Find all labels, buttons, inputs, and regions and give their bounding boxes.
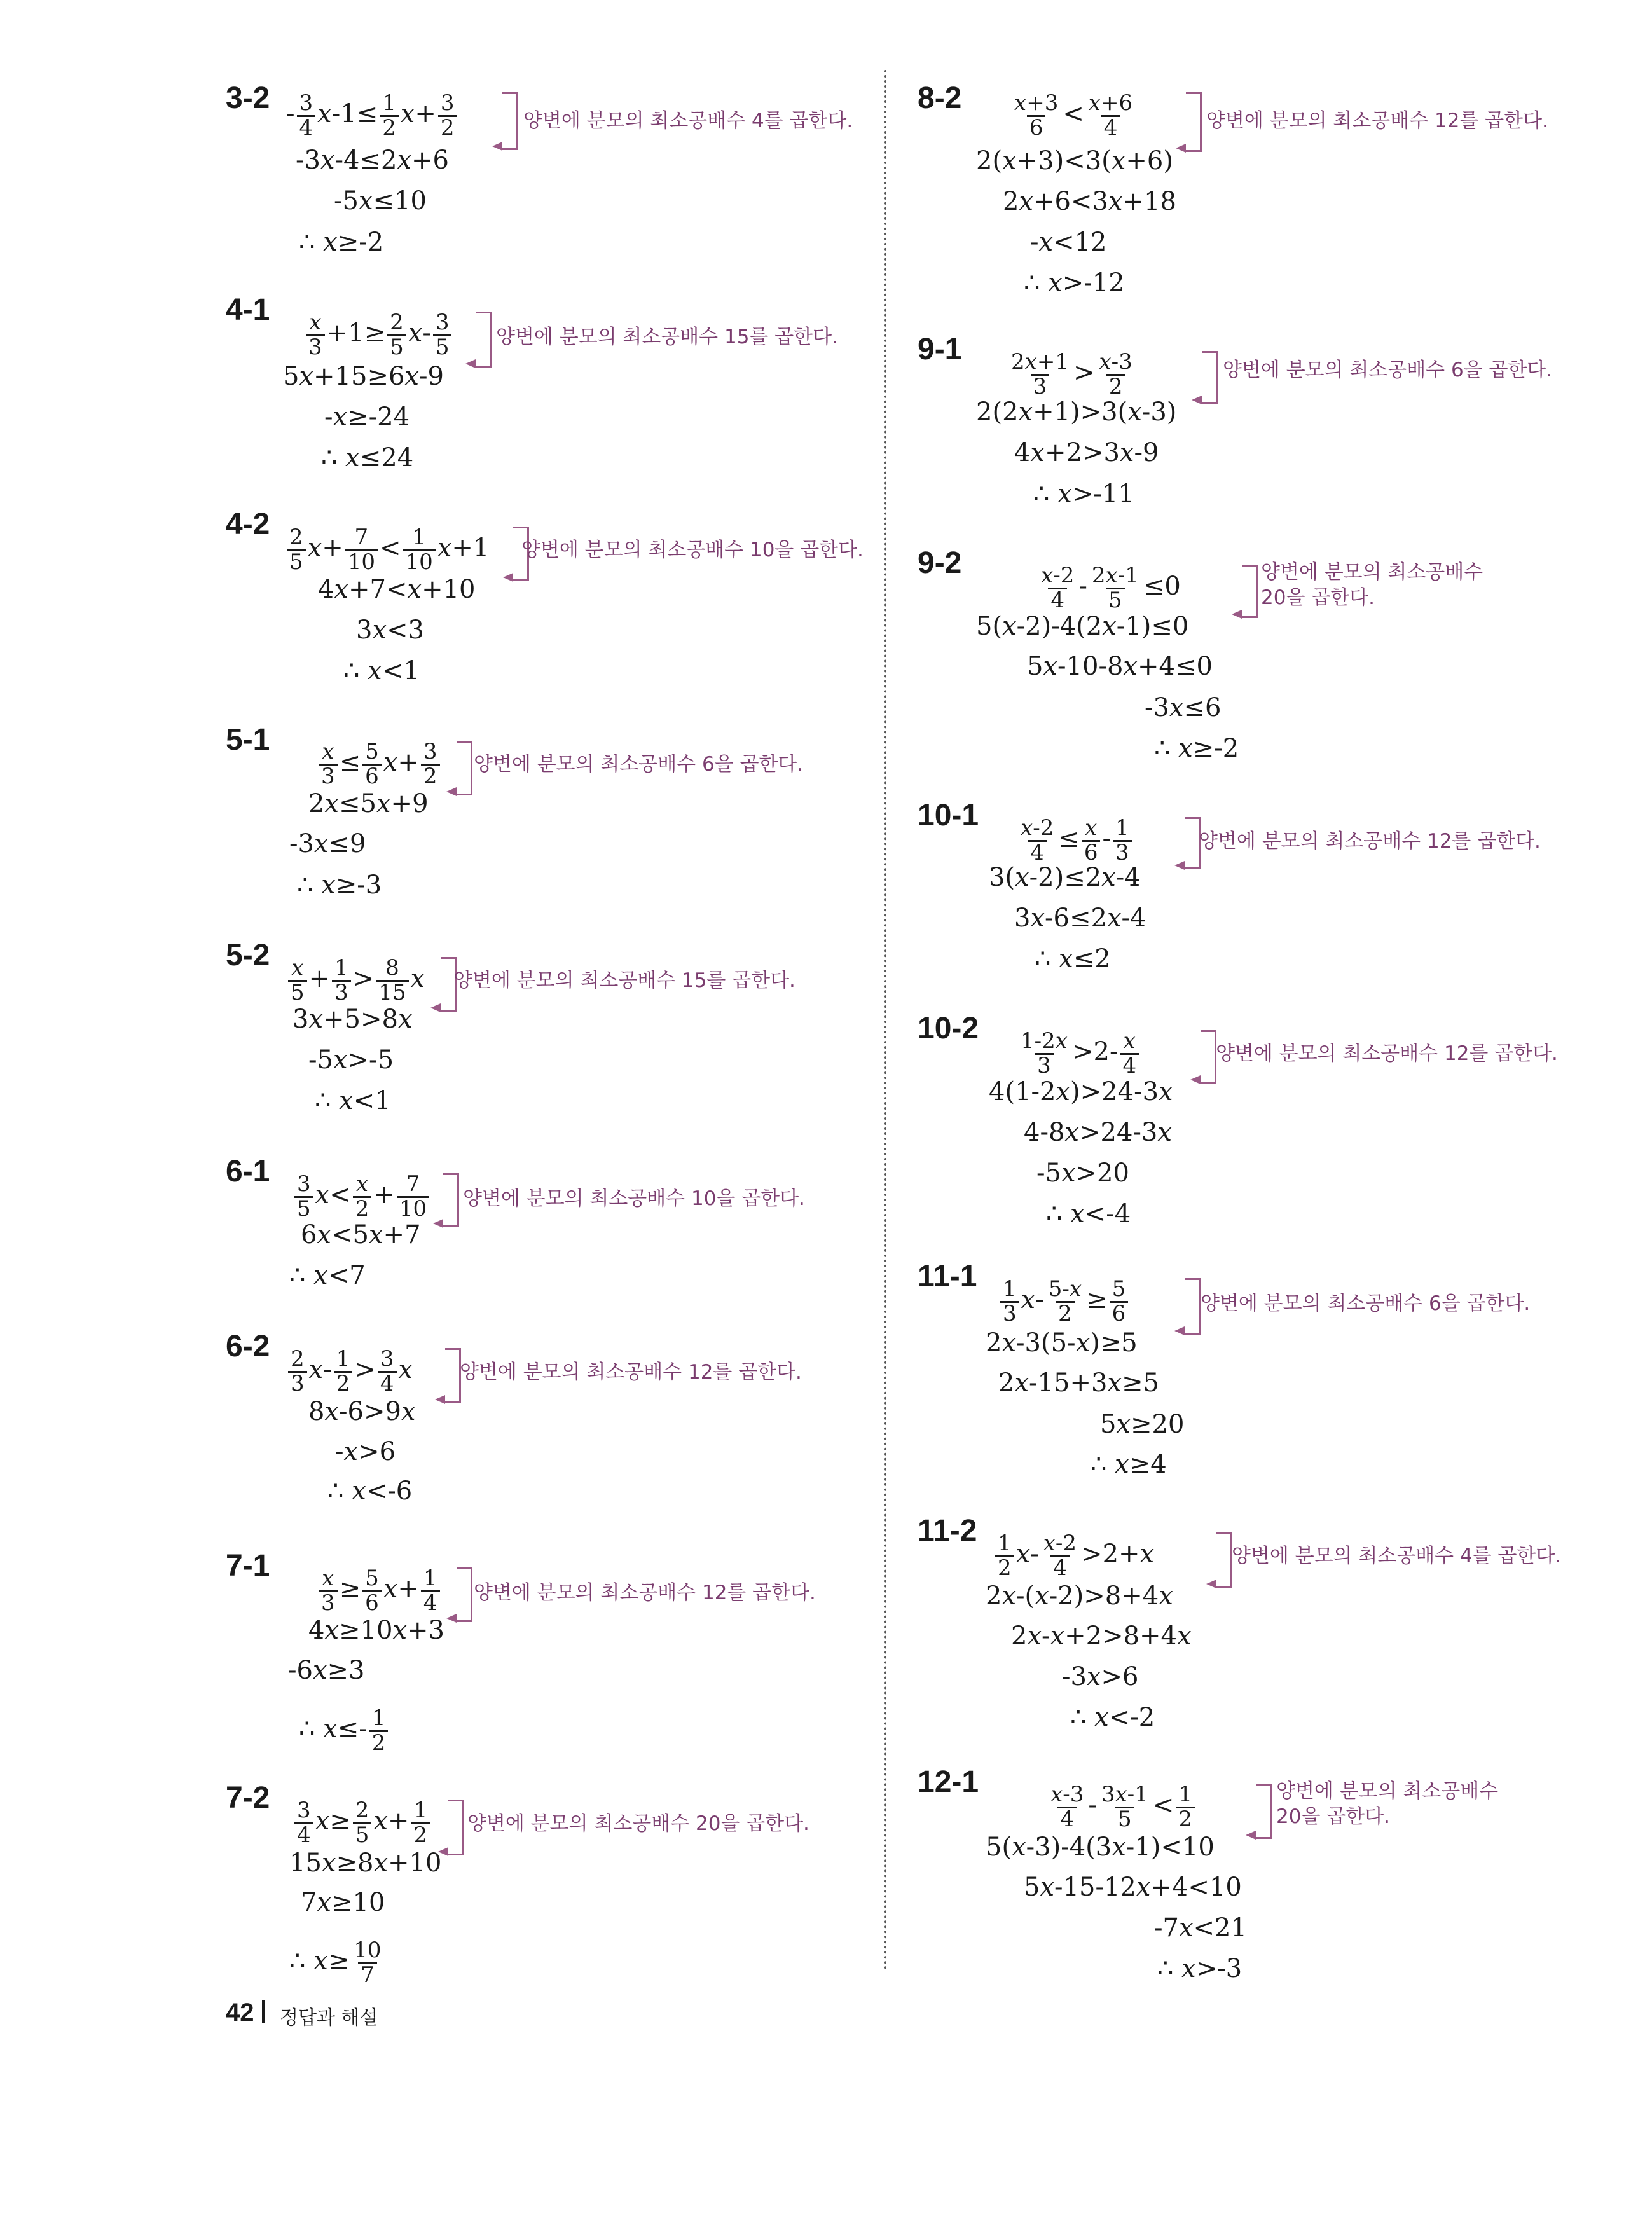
- step-bracket: [502, 92, 518, 150]
- fraction: $\frac{x+6}{4}$: [1088, 90, 1133, 141]
- problem-label: 9-1: [918, 333, 962, 366]
- solution-step: 2x-3(5-x)≥5: [986, 1328, 1138, 1358]
- annotation-note: 양변에 분모의 최소공배수 20을 곱한다.: [467, 1812, 809, 1835]
- arrow-left-icon: [435, 1395, 445, 1404]
- step-bracket: [445, 1348, 461, 1403]
- solution-answer: ∴ x<-2: [1070, 1703, 1155, 1732]
- annotation-note: 양변에 분모의 최소공배수 4를 곱한다.: [523, 109, 853, 132]
- problem-label: 6-2: [226, 1330, 270, 1363]
- solution-step: $\frac{x-3}{4}$ - $\frac{3x-1}{5}$ < $\frac{1}{2}$: [1046, 1784, 1197, 1831]
- arrow-left-icon: [1246, 1831, 1256, 1840]
- fraction: $\frac{3x-1}{5}$: [1101, 1782, 1148, 1832]
- step-bracket: [1186, 92, 1202, 152]
- solution-answer: ∴ x≥ $\frac{10}{7}$: [289, 1939, 386, 1986]
- arrow-left-icon: [430, 1003, 441, 1012]
- solution-step: 3x+5>8x: [293, 1005, 413, 1034]
- annotation-note: 양변에 분모의 최소공배수 20을 곱한다.: [1261, 561, 1483, 610]
- step-bracket: [457, 741, 472, 795]
- solution-step: $\frac{x-2}{4}$ ≤ $\frac{x}{6}$ - $\frac{1}{3}$: [1016, 817, 1134, 864]
- problem-label: 6-1: [226, 1155, 270, 1188]
- solution-step: $\frac{2x+1}{3}$ > $\frac{x-3}{2}$: [1007, 351, 1137, 398]
- problem-label: 11-2: [918, 1514, 977, 1548]
- solution-answer: ∴ x<-6: [327, 1476, 413, 1506]
- solution-step: 5(x-3)-4(3x-1)<10: [986, 1833, 1215, 1862]
- arrow-left-icon: [1232, 610, 1242, 619]
- step-bracket: [1216, 1532, 1232, 1588]
- step-bracket: [443, 1173, 459, 1227]
- solution-step: 4x+2>3x-9: [1014, 438, 1159, 467]
- fraction: $\frac{7}{10}$: [397, 1173, 429, 1220]
- arrow-left-icon: [438, 1847, 448, 1856]
- solution-step: 3(x-2)≤2x-4: [989, 863, 1141, 892]
- arrow-left-icon: [446, 787, 457, 796]
- fraction: $\frac{x-2}{4}$: [1043, 1531, 1077, 1581]
- solution-answer: ∴ x≤2: [1035, 944, 1111, 974]
- fraction: $\frac{x}{4}$: [1120, 1030, 1139, 1077]
- solution-step: -x>6: [335, 1437, 396, 1466]
- annotation-note: 양변에 분모의 최소공배수 10을 곱한다.: [463, 1187, 805, 1210]
- arrow-left-icon: [1174, 861, 1185, 870]
- problem-label: 11-1: [918, 1260, 977, 1293]
- problem-label: 5-2: [226, 939, 270, 972]
- solution-step: 5x-10-8x+4≤0: [1027, 652, 1213, 681]
- fraction: $\frac{2x-1}{5}$: [1091, 563, 1139, 613]
- solution-answer: ∴ x<1: [315, 1086, 391, 1115]
- solution-step: 4x+7<x+10: [318, 575, 476, 604]
- solution-step: 4x≥10x+3: [308, 1616, 444, 1645]
- arrow-left-icon: [1174, 1326, 1185, 1335]
- solution-answer: ∴ x<1: [343, 656, 420, 685]
- solution-answer: ∴ x≥-3: [297, 871, 382, 900]
- fraction: $\frac{3}{2}$: [438, 92, 457, 139]
- solution-answer: ∴ x≤24: [321, 443, 414, 472]
- fraction: $\frac{1}{2}$: [1176, 1784, 1195, 1831]
- solution-step: 4(1-2x)>24-3x: [989, 1077, 1173, 1106]
- solution-step: $\frac{3}{5}$ x< $\frac{x}{2}$ + $\frac{7}{10}$: [293, 1173, 431, 1220]
- solution-step: 8x-6>9x: [308, 1397, 416, 1426]
- fraction: $\frac{10}{7}$: [354, 1937, 382, 1988]
- annotation-note: 양변에 분모의 최소공배수 10을 곱한다.: [521, 539, 864, 561]
- solution-step: 2(x+3)<3(x+6): [976, 146, 1173, 176]
- solution-answer: ∴ x>-3: [1157, 1954, 1242, 1983]
- solution-step: -3x≤6: [1145, 693, 1222, 722]
- fraction: $\frac{3}{4}$: [294, 1800, 313, 1847]
- arrow-left-icon: [1176, 144, 1186, 153]
- fraction: $\frac{3}{5}$: [294, 1173, 313, 1220]
- annotation-note: 양변에 분모의 최소공배수 15를 곱한다.: [453, 969, 795, 992]
- fraction: $\frac{1}{3}$: [1113, 817, 1132, 864]
- fraction: $\frac{x-3}{4}$: [1050, 1782, 1084, 1832]
- solution-step: 4-8x>24-3x: [1024, 1118, 1172, 1147]
- annotation-note: 양변에 분모의 최소공배수 4를 곱한다.: [1232, 1545, 1562, 1567]
- solution-step: $\frac{x}{5}$ + $\frac{1}{3}$ > $\frac{8}{15}$ x: [286, 957, 425, 1004]
- solution-answer: ∴ x≥-2: [299, 228, 384, 257]
- step-bracket: [448, 1800, 464, 1855]
- annotation-note: 양변에 분모의 최소공배수 20을 곱한다.: [1276, 1780, 1499, 1829]
- fraction: $\frac{x+3}{6}$: [1014, 90, 1059, 141]
- page-section-title: 정답과 해설: [280, 2007, 378, 2029]
- solution-step: 2(2x+1)>3(x-3): [976, 397, 1177, 427]
- fraction: $\frac{1}{3}$: [1000, 1278, 1019, 1325]
- annotation-note: 양변에 분모의 최소공배수 15를 곱한다.: [496, 326, 838, 348]
- solution-step: -5x>-5: [308, 1045, 394, 1075]
- fraction: $\frac{2x+1}{3}$: [1011, 349, 1069, 399]
- solution-step: $\frac{1-2x}{3}$ >2- $\frac{x}{4}$: [1016, 1030, 1141, 1077]
- solution-step: 7x≥10: [301, 1888, 385, 1917]
- footer-separator: [262, 2000, 265, 2023]
- fraction: $\frac{1}{10}$: [403, 527, 436, 574]
- solution-answer: ∴ x≥4: [1091, 1450, 1167, 1479]
- annotation-note: 양변에 분모의 최소공배수 12를 곱한다.: [1216, 1042, 1558, 1065]
- solution-step: $\frac{x}{3}$ +1≥ $\frac{2}{5}$ x- $\frac{3}{5}$: [304, 312, 453, 359]
- fraction: $\frac{x}{5}$: [288, 957, 307, 1004]
- annotation-note: 양변에 분모의 최소공배수 6을 곱한다.: [474, 753, 804, 776]
- fraction: $\frac{1}{2}$: [995, 1532, 1014, 1580]
- fraction: $\frac{x}{3}$: [319, 1567, 338, 1614]
- fraction: $\frac{5}{6}$: [362, 741, 382, 788]
- fraction: $\frac{2}{5}$: [353, 1800, 372, 1847]
- problem-label: 10-1: [918, 799, 979, 832]
- solution-step: -3x>6: [1062, 1662, 1139, 1691]
- problem-label: 7-2: [226, 1781, 270, 1815]
- solution-step: -5x≤10: [334, 186, 427, 216]
- fraction: $\frac{2}{5}$: [387, 312, 406, 359]
- solution-step: $\frac{3}{4}$ x≥ $\frac{2}{5}$ x+ $\frac{1}{2}$: [293, 1800, 432, 1847]
- problem-label: 3-2: [226, 81, 270, 115]
- annotation-note: 양변에 분모의 최소공배수 6을 곱한다.: [1223, 359, 1553, 382]
- column-divider: [884, 70, 886, 1971]
- solution-step: - $\frac{3}{4}$ x-1≤ $\frac{1}{2}$ x+ $\frac{3}{2}$: [286, 92, 459, 139]
- fraction: $\frac{5}{6}$: [362, 1567, 382, 1614]
- fraction: $\frac{7}{10}$: [345, 527, 378, 574]
- page-number: 42: [226, 1999, 254, 2027]
- fraction: $\frac{x-3}{2}$: [1099, 349, 1132, 399]
- solution-step: 5x≥20: [1100, 1410, 1185, 1439]
- fraction: $\frac{2}{3}$: [288, 1348, 307, 1395]
- solution-step: 2x-(x-2)>8+4x: [986, 1581, 1173, 1611]
- problem-label: 9-2: [918, 546, 962, 580]
- annotation-note: 양변에 분모의 최소공배수 12를 곱한다.: [474, 1581, 816, 1604]
- solution-answer: ∴ x>-12: [1024, 268, 1125, 298]
- solution-step: $\frac{x+3}{6}$ < $\frac{x+6}{4}$: [1010, 92, 1137, 139]
- arrow-left-icon: [465, 359, 476, 368]
- fraction: $\frac{x}{2}$: [353, 1173, 372, 1220]
- solution-step: 2x-15+3x≥5: [998, 1368, 1159, 1398]
- fraction: $\frac{1}{2}$: [334, 1348, 353, 1395]
- fraction: $\frac{x}{3}$: [319, 741, 338, 788]
- problem-label: 12-1: [918, 1765, 979, 1799]
- annotation-note: 양변에 분모의 최소공배수 12를 곱한다.: [460, 1361, 802, 1384]
- annotation-note: 양변에 분모의 최소공배수 6을 곱한다.: [1201, 1292, 1531, 1315]
- problem-label: 5-1: [226, 723, 270, 757]
- solution-step: 3x-6≤2x-4: [1014, 904, 1146, 933]
- arrow-left-icon: [433, 1219, 443, 1228]
- fraction: $\frac{1-2x}{3}$: [1021, 1028, 1068, 1078]
- arrow-left-icon: [446, 1614, 457, 1623]
- arrow-left-icon: [1192, 396, 1202, 404]
- solution-step: 5(x-2)-4(2x-1)≤0: [976, 612, 1189, 641]
- solution-answer: ∴ x≥-2: [1154, 734, 1239, 763]
- problem-label: 8-2: [918, 81, 962, 115]
- fraction: $\frac{x}{3}$: [306, 312, 325, 359]
- problem-label: 4-1: [226, 293, 270, 327]
- arrow-left-icon: [1190, 1075, 1201, 1084]
- solution-step: -3x≤9: [289, 829, 366, 858]
- fraction: $\frac{8}{15}$: [376, 957, 408, 1004]
- annotation-note: 양변에 분모의 최소공배수 12를 곱한다.: [1199, 830, 1541, 853]
- step-bracket: [1185, 1278, 1201, 1335]
- solution-answer: ∴ x≤- $\frac{1}{2}$: [299, 1707, 390, 1754]
- step-bracket: [1202, 351, 1218, 404]
- fraction: $\frac{x-2}{4}$: [1021, 815, 1054, 865]
- arrow-left-icon: [503, 573, 513, 582]
- fraction: $\frac{3}{5}$: [433, 312, 452, 359]
- fraction: $\frac{3}{4}$: [297, 92, 316, 139]
- step-bracket: [1242, 565, 1258, 618]
- solution-step: -6x≥3: [288, 1656, 365, 1685]
- solution-step: -5x>20: [1036, 1159, 1129, 1188]
- solution-step: $\frac{x}{3}$ ≤ $\frac{5}{6}$ x+ $\frac{3}{2}$: [317, 741, 442, 788]
- arrow-left-icon: [492, 142, 502, 151]
- fraction: $\frac{1}{2}$: [369, 1707, 389, 1754]
- solution-step: 2x-x+2>8+4x: [1011, 1621, 1192, 1651]
- step-bracket: [457, 1567, 472, 1622]
- solution-step: 6x<5x+7: [301, 1220, 421, 1249]
- solution-answer: ∴ x<7: [289, 1261, 366, 1290]
- fraction: $\frac{3}{2}$: [421, 741, 440, 788]
- fraction: $\frac{1}{4}$: [421, 1567, 440, 1614]
- solution-step: $\frac{1}{3}$ x- $\frac{5-x}{2}$ ≥ $\frac{5}{6}$: [998, 1278, 1130, 1325]
- fraction: $\frac{2}{5}$: [287, 527, 306, 574]
- solution-answer: ∴ x<-4: [1046, 1199, 1131, 1229]
- fraction: $\frac{x-2}{4}$: [1041, 563, 1075, 613]
- solution-step: 5x-15-12x+4<10: [1024, 1873, 1242, 1902]
- step-bracket: [476, 312, 492, 368]
- solution-step: 2x≤5x+9: [308, 789, 429, 818]
- fraction: $\frac{5}{6}$: [1110, 1278, 1129, 1325]
- annotation-note: 양변에 분모의 최소공배수 12를 곱한다.: [1206, 109, 1548, 132]
- fraction: $\frac{3}{4}$: [378, 1348, 397, 1395]
- fraction: $\frac{1}{2}$: [411, 1800, 430, 1847]
- solution-step: $\frac{2}{3}$ x- $\frac{1}{2}$ > $\frac{3}{4}$ x: [286, 1348, 413, 1395]
- solution-step: -7x<21: [1154, 1913, 1247, 1943]
- solution-step: $\frac{x}{3}$ ≥ $\frac{5}{6}$ x+ $\frac{1}{4}$: [317, 1567, 442, 1614]
- problem-label: 7-1: [226, 1549, 270, 1583]
- fraction: $\frac{5-x}{2}$: [1048, 1276, 1082, 1326]
- problem-label: 10-2: [918, 1012, 979, 1045]
- arrow-left-icon: [1206, 1580, 1216, 1588]
- fraction: $\frac{1}{2}$: [380, 92, 399, 139]
- solution-step: 5x+15≥6x-9: [283, 362, 444, 391]
- problem-label: 4-2: [226, 507, 270, 541]
- step-bracket: [1256, 1784, 1272, 1839]
- solution-step: 3x<3: [356, 616, 424, 645]
- solution-step: $\frac{x-2}{4}$ - $\frac{2x-1}{5}$ ≤0: [1036, 565, 1181, 612]
- fraction: $\frac{1}{3}$: [332, 957, 351, 1004]
- step-bracket: [1201, 1030, 1216, 1084]
- solution-step: -x≥-24: [324, 403, 410, 432]
- solution-step: $\frac{1}{2}$ x- $\frac{x-2}{4}$ >2+x: [993, 1532, 1154, 1580]
- solution-step: 2x+6<3x+18: [1003, 187, 1176, 216]
- solution-step: -x<12: [1030, 228, 1107, 257]
- solution-step: -3x-4≤2x+6: [296, 146, 449, 175]
- solution-answer: ∴ x>-11: [1033, 479, 1134, 509]
- solution-step: 15x≥8x+10: [289, 1848, 442, 1878]
- fraction: $\frac{x}{6}$: [1082, 817, 1101, 864]
- solution-step: $\frac{2}{5}$ x+ $\frac{7}{10}$ < $\frac{1}{10}$ x+1: [285, 527, 489, 574]
